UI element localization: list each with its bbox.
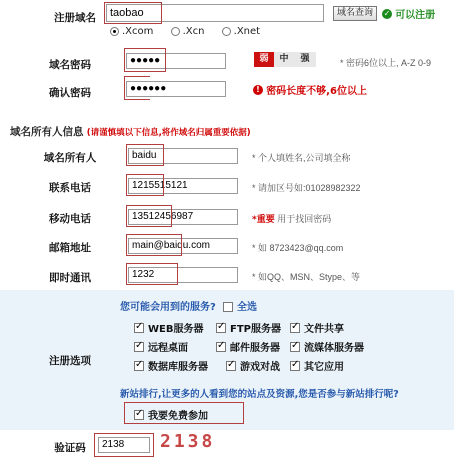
checkbox-icon[interactable]	[290, 361, 300, 371]
im-label: 即时通讯	[49, 272, 91, 284]
confirm-label: 确认密码	[49, 87, 91, 99]
owner-section-title: 域名所有人信息	[10, 126, 84, 138]
email-input[interactable]: main@baidu.com	[128, 238, 238, 254]
mobile-hint: *重要 用于找回密码	[252, 214, 332, 225]
service-other[interactable]: ✓ 其它应用	[290, 358, 344, 373]
services-question-row	[120, 298, 257, 313]
owner-highlight	[126, 144, 164, 166]
domain-status	[382, 6, 435, 21]
mobile-input[interactable]: 13512456987	[128, 209, 238, 225]
confirm-input[interactable]: ●●●●●●	[126, 81, 226, 97]
password-hint: * 密码6位以上, A-Z 0-9	[340, 58, 432, 68]
checkbox-icon[interactable]	[216, 323, 226, 333]
checkbox-icon[interactable]	[134, 323, 144, 333]
owner-hint: * 个人填姓名,公司填全称	[252, 153, 351, 163]
radio-icon[interactable]	[222, 27, 231, 36]
radio-icon[interactable]	[110, 27, 119, 36]
radio-icon[interactable]	[171, 27, 180, 36]
select-all-label[interactable]: 全选	[237, 302, 257, 313]
service-web[interactable]: ✓WEB服务器	[134, 320, 203, 335]
checkbox-icon[interactable]	[134, 342, 144, 352]
service-streaming[interactable]: ✓ 流媒体服务器	[290, 339, 364, 354]
password-label: 域名密码	[49, 59, 91, 71]
service-database[interactable]: ✓数据库服务器	[134, 358, 208, 373]
phone-input[interactable]: 1215515121	[128, 178, 238, 194]
strength-weak: 弱	[254, 52, 274, 67]
confirm-error-text: 密码长度不够,6位以上	[266, 86, 367, 97]
password-input[interactable]: ●●●●●	[126, 53, 226, 69]
captcha-label: 验证码	[54, 442, 86, 454]
owner-input[interactable]: baidu	[128, 148, 238, 164]
checkbox-icon[interactable]	[134, 361, 144, 371]
ranking-question: 新站排行,让更多的人看到您的站点及资源,您是否参与新站排行呢?	[120, 389, 399, 400]
owner-section-note: (请谨慎填以下信息,将作域名归属重要依据)	[86, 128, 251, 138]
strength-meter	[254, 52, 316, 67]
captcha-image[interactable]: 2138	[160, 431, 216, 452]
password-highlight	[124, 48, 166, 72]
owner-section-header	[10, 124, 251, 139]
select-all-checkbox[interactable]	[223, 302, 233, 312]
mobile-highlight	[126, 205, 172, 227]
domain-input-highlight	[104, 2, 162, 24]
suffix-option-net[interactable]: .Xnet	[222, 26, 260, 37]
strength-strong: 强	[294, 52, 316, 67]
suffix-group	[110, 26, 260, 37]
domain-status-text: 可以注册	[395, 10, 436, 21]
captcha-highlight	[94, 433, 154, 457]
email-label: 邮箱地址	[49, 242, 91, 254]
service-gaming[interactable]: ✓ 游戏对战	[226, 358, 280, 373]
domain-input[interactable]: taobao	[106, 4, 324, 22]
service-ftp[interactable]: ✓ FTP服务器	[216, 320, 281, 335]
check-icon: ✓	[383, 8, 391, 18]
confirm-highlight	[124, 76, 150, 100]
options-label: 注册选项	[49, 355, 91, 367]
suffix-option-com[interactable]: .Xcom	[110, 26, 153, 37]
mobile-label: 移动电话	[49, 213, 91, 225]
strength-medium: 中	[274, 52, 294, 67]
email-highlight	[126, 234, 182, 256]
suffix-option-cn[interactable]: .Xcn	[171, 26, 205, 37]
services-question: 您可能会用到的服务?	[120, 302, 216, 313]
email-hint: * 如 8723423@qq.com	[252, 243, 344, 253]
service-mail[interactable]: ✓ 邮件服务器	[216, 339, 280, 354]
confirm-error	[253, 82, 367, 97]
free-join-option[interactable]: ✓我要免费参加	[134, 407, 208, 422]
warning-icon: !	[253, 85, 263, 95]
domain-label: 注册域名	[54, 12, 96, 24]
checkbox-icon[interactable]	[216, 342, 226, 352]
phone-highlight	[126, 174, 164, 196]
im-hint: * 如QQ、MSN、Stype、等	[252, 272, 361, 282]
service-file-share[interactable]: ✓ 文件共享	[290, 320, 344, 335]
phone-hint: * 请加区号如:01028982322	[252, 183, 361, 193]
im-input[interactable]: 1232	[128, 267, 238, 283]
im-highlight	[126, 263, 178, 285]
checkbox-icon[interactable]	[290, 323, 300, 333]
free-join-highlight	[124, 402, 244, 424]
domain-check-button[interactable]: 域名查询	[333, 6, 377, 21]
captcha-input[interactable]: 2138	[98, 437, 150, 453]
owner-label: 域名所有人	[43, 152, 97, 164]
checkbox-icon[interactable]	[290, 342, 300, 352]
service-remote-desktop[interactable]: ✓远程桌面	[134, 339, 188, 354]
checkbox-icon[interactable]	[226, 361, 236, 371]
phone-label: 联系电话	[49, 182, 91, 194]
